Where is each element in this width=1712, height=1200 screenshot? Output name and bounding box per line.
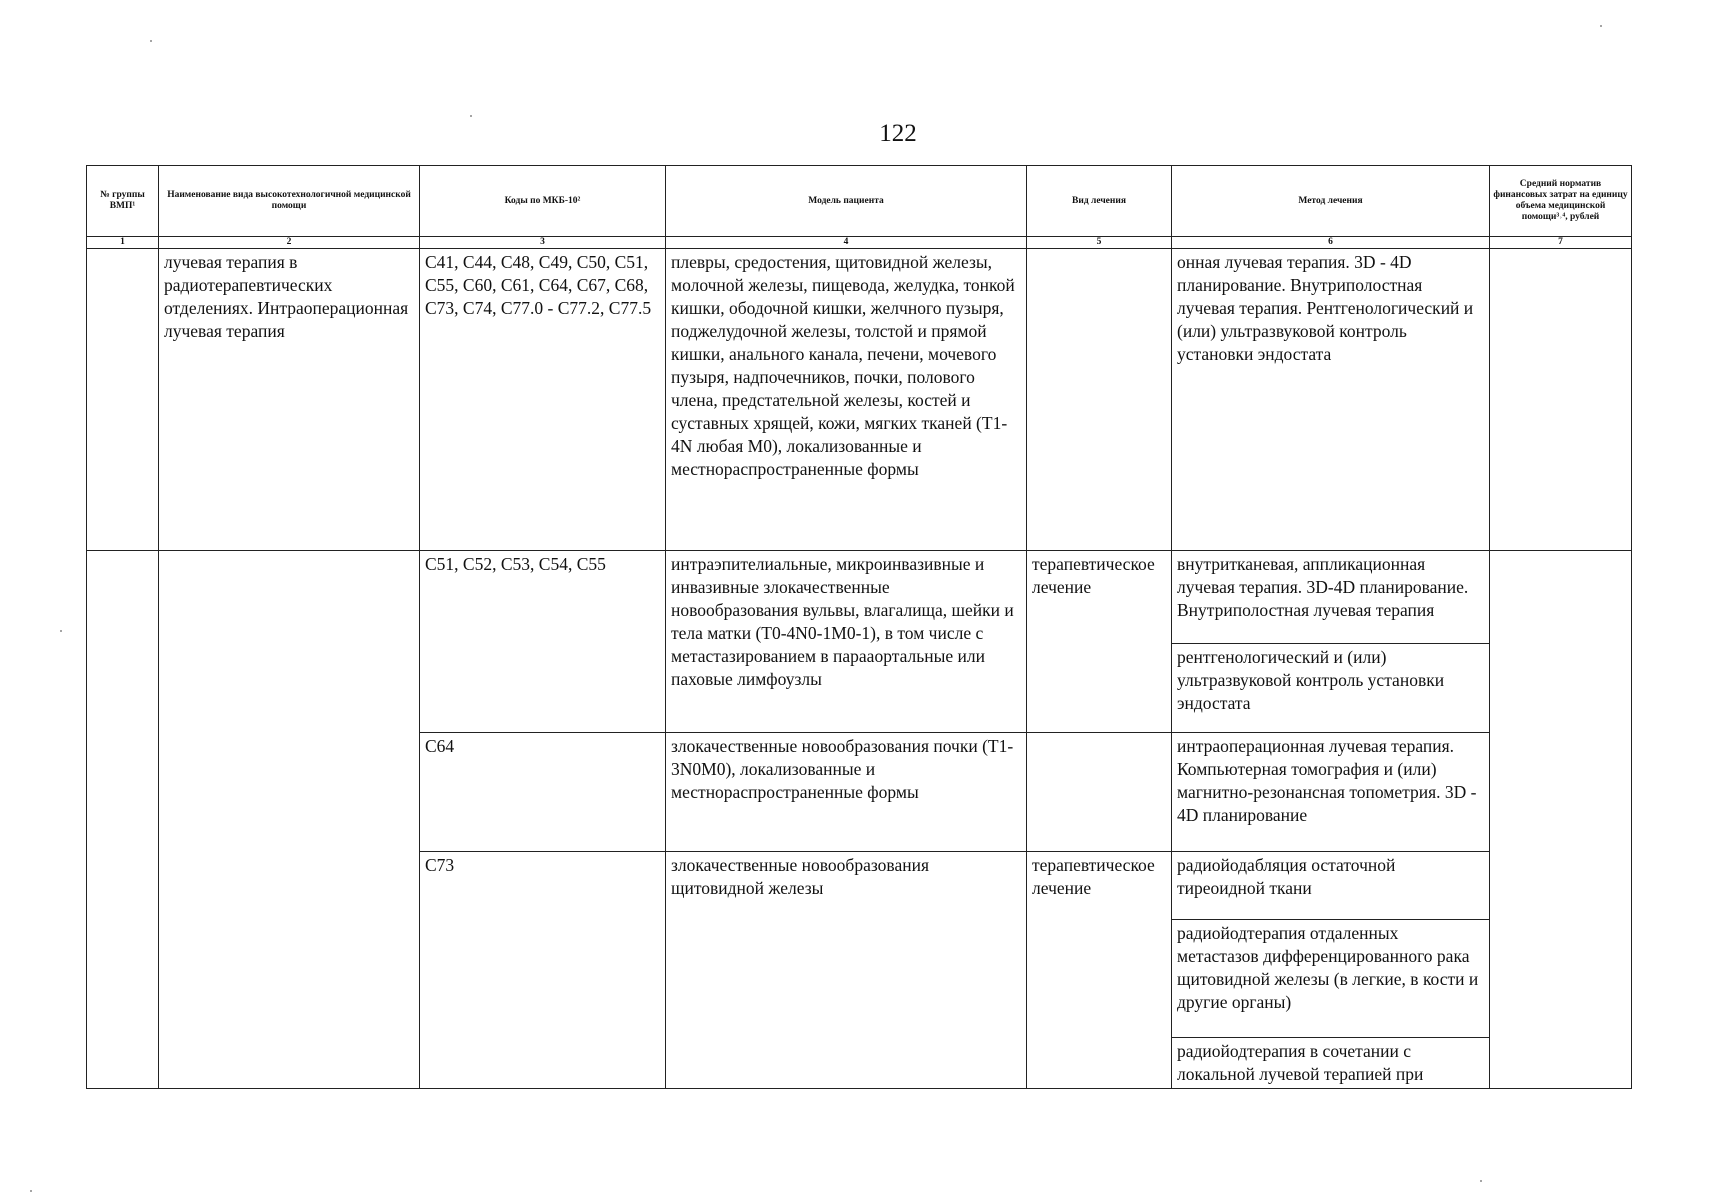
patient-model-cell: плевры, средостения, щитовидной железы, молочной железы, пищевода, желудка, тонкой кишки, ободочной кишки, желчного пузыря, поджелудочной железы, толстой и прямой кишки, анального канала, печени, мочевого пузыря, надпочечников, почки, полового члена, предстательной железы, костей и суставных хрящей, кожи, мягких тканей (T1-4N любая M0), локализованные и местнораспространенные формы	[666, 249, 1027, 551]
cost-cell	[1490, 249, 1632, 551]
icd-codes-cell: C64	[420, 733, 666, 852]
column-number: 1	[87, 237, 159, 249]
treatment-type-cell	[1027, 249, 1172, 551]
icd-codes-cell: C73	[420, 852, 666, 1089]
column-number: 7	[1490, 237, 1632, 249]
treatment-method-cell: онная лучевая терапия. 3D - 4D планирование. Внутриполостная лучевая терапия. Рентгенологический и (или) ультразвуковой контроль установки эндостата	[1172, 249, 1490, 551]
treatment-method-cell: рентгенологический и (или) ультразвуковой контроль установки эндостата	[1172, 644, 1490, 733]
treatment-method-cell: интраоперационная лучевая терапия. Компьютерная томография и (или) магнитно-резонансная топометрия. 3D - 4D планирование	[1172, 733, 1490, 852]
treatment-type-cell	[1027, 733, 1172, 852]
treatment-type-cell: терапевтическое лечение	[1027, 551, 1172, 733]
patient-model-cell: злокачественные новообразования щитовидной железы	[666, 852, 1027, 1089]
treatment-method-cell: радиойодтерапия в сочетании с локальной лучевой терапией при	[1172, 1038, 1490, 1089]
column-numbers-row	[87, 237, 1632, 249]
group-number-cell	[87, 551, 159, 1089]
patient-model-cell: злокачественные новообразования почки (T1-3N0M0), локализованные и местнораспространенные формы	[666, 733, 1027, 852]
icd-codes-cell: C41, C44, C48, C49, C50, C51, C55, C60, C61, C64, C67, C68, C73, C74, C77.0 - C77.2, C77.5	[420, 249, 666, 551]
header-cost-norm: Средний норматив финансовых затрат на единицу объема медицинской помощи³˒⁴, рублей	[1490, 166, 1632, 237]
column-number: 3	[420, 237, 666, 249]
scan-speck	[150, 40, 152, 42]
scan-speck	[1600, 25, 1602, 27]
treatment-method-cell: внутритканевая, аппликационная лучевая терапия. 3D-4D планирование. Внутриполостная лучевая терапия	[1172, 551, 1490, 644]
scan-speck	[470, 115, 472, 117]
header-care-type: Наименование вида высокотехнологичной медицинской помощи	[159, 166, 420, 237]
column-number: 6	[1172, 237, 1490, 249]
cost-cell	[1490, 551, 1632, 1089]
group-number-cell	[87, 249, 159, 551]
care-type-cell	[159, 551, 420, 1089]
table-row	[87, 249, 1632, 551]
column-number: 5	[1027, 237, 1172, 249]
header-patient-model: Модель пациента	[666, 166, 1027, 237]
treatment-type-cell: терапевтическое лечение	[1027, 852, 1172, 1089]
column-number: 4	[666, 237, 1027, 249]
treatment-method-cell: радиойодтерапия отдаленных метастазов дифференцированного рака щитовидной железы (в легкие, в кости и другие органы)	[1172, 920, 1490, 1038]
scan-speck	[60, 630, 62, 632]
treatment-method-cell: радиойодабляция остаточной тиреоидной ткани	[1172, 852, 1490, 920]
header-group-number: № группы ВМП¹	[87, 166, 159, 237]
vmp-table	[86, 165, 1632, 1089]
header-icd-codes: Коды по МКБ-10²	[420, 166, 666, 237]
header-treatment-type: Вид лечения	[1027, 166, 1172, 237]
header-treatment-method: Метод лечения	[1172, 166, 1490, 237]
scan-speck	[30, 1190, 32, 1192]
table-row	[87, 551, 1632, 644]
icd-codes-cell: C51, C52, C53, C54, C55	[420, 551, 666, 733]
care-type-cell: лучевая терапия в радиотерапевтических отделениях. Интраоперационная лучевая терапия	[159, 249, 420, 551]
page-number: 122	[879, 120, 917, 147]
patient-model-cell: интраэпителиальные, микроинвазивные и инвазивные злокачественные новообразования вульвы, влагалища, шейки и тела матки (T0-4N0-1M0-1), в том числе с метастазированием в парааортальные или паховые лимфоузлы	[666, 551, 1027, 733]
table-header-row	[87, 166, 1632, 237]
column-number: 2	[159, 237, 420, 249]
scan-speck	[1480, 1180, 1482, 1182]
